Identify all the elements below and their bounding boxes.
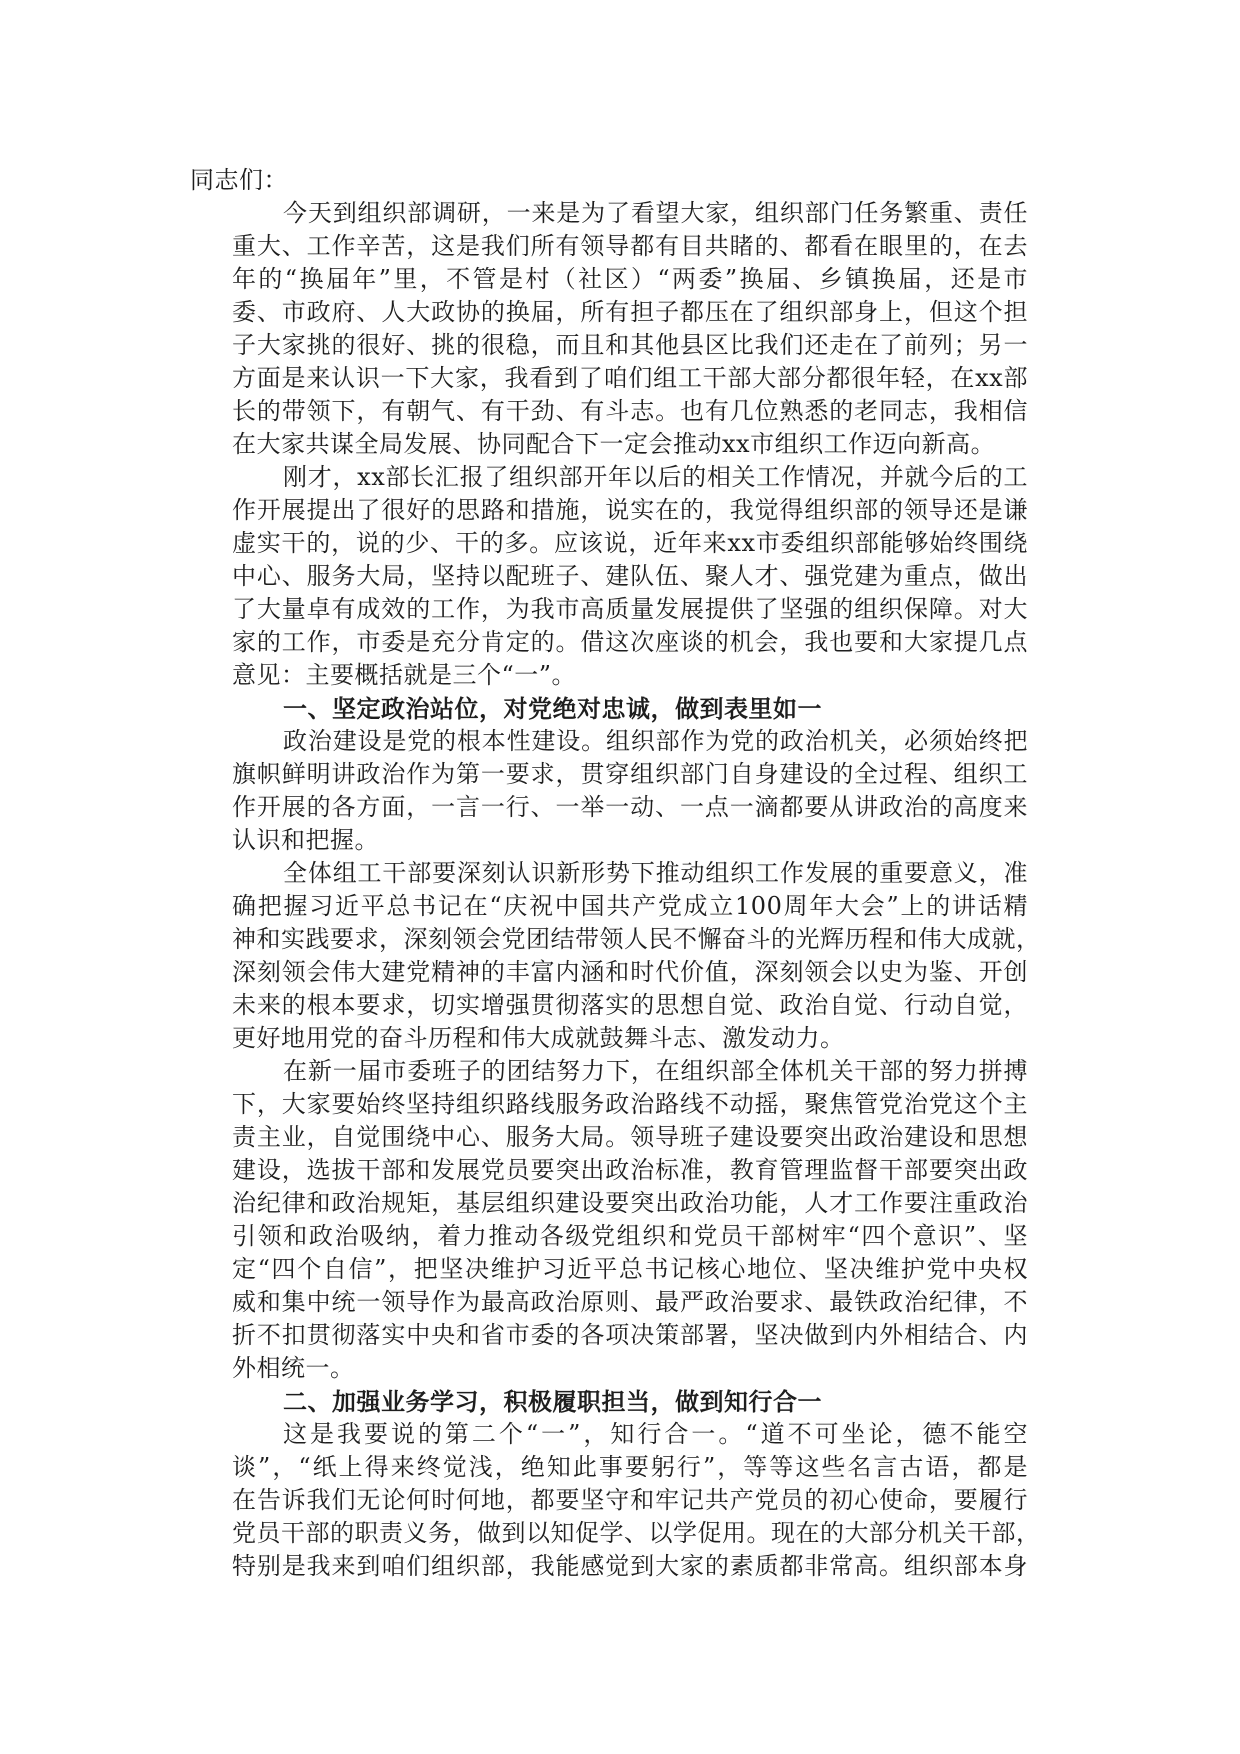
- paragraph-line: 引领和政治吸纳，着力推动各级党组织和党员干部树牢“四个意识”、坚: [232, 1222, 1028, 1250]
- paragraph: [232, 197, 1028, 461]
- paragraph-line: 子大家挑的很好、挑的很稳，而且和其他县区比我们还走在了前列；另一: [232, 331, 1028, 359]
- paragraph-line: 政治建设是党的根本性建设。组织部作为党的政治机关，必须始终把: [283, 727, 1028, 755]
- paragraph: [232, 725, 1028, 857]
- paragraph-line: 全体组工干部要深刻认识新形势下推动组织工作发展的重要意义，准: [283, 859, 1028, 887]
- paragraph-line: 家的工作，市委是充分肯定的。借这次座谈的机会，我也要和大家提几点: [232, 628, 1028, 656]
- paragraph-line: 了大量卓有成效的工作，为我市高质量发展提供了坚强的组织保障。对大: [232, 595, 1028, 623]
- paragraph-line: 认识和把握。: [232, 826, 379, 854]
- paragraph-line: 长的带领下，有朝气、有干劲、有斗志。也有几位熟悉的老同志，我相信: [232, 397, 1028, 425]
- paragraph-line: 深刻领会伟大建党精神的丰富内涵和时代价值，深刻领会以史为鉴、开创: [232, 958, 1028, 986]
- paragraph-line: 作开展的各方面，一言一行、一举一动、一点一滴都要从讲政治的高度来: [232, 793, 1028, 821]
- heading-text: 二、加强业务学习，积极履职担当，做到知行合一: [283, 1387, 822, 1416]
- paragraph-line: 更好地用党的奋斗历程和伟大成就鼓舞斗志、激发动力。: [232, 1024, 845, 1052]
- paragraph-line: 威和集中统一领导作为最高政治原则、最严政治要求、最铁政治纪律，不: [232, 1288, 1028, 1316]
- section-heading: [232, 1385, 1028, 1418]
- paragraph-line: 神和实践要求，深刻领会党团结带领人民不懈奋斗的光辉历程和伟大成就，: [232, 925, 1041, 953]
- paragraph-line: 责主业，自觉围绕中心、服务大局。领导班子建设要突出政治建设和思想: [232, 1123, 1028, 1151]
- paragraph-line: 中心、服务大局，坚持以配班子、建队伍、聚人才、强党建为重点，做出: [232, 562, 1028, 590]
- paragraph-line: 刚才，xx部长汇报了组织部开年以后的相关工作情况，并就今后的工: [283, 463, 1028, 491]
- paragraph-line: 今天到组织部调研，一来是为了看望大家，组织部门任务繁重、责任: [283, 199, 1028, 227]
- paragraph-line: 治纪律和政治规矩，基层组织建设要突出政治功能，人才工作要注重政治: [232, 1189, 1028, 1217]
- paragraph-line: 建设，选拔干部和发展党员要突出政治标准，教育管理监督干部要突出政: [232, 1156, 1028, 1184]
- section-heading: [232, 692, 1028, 725]
- paragraph: [232, 1055, 1028, 1385]
- heading-text: 一、坚定政治站位，对党绝对忠诚，做到表里如一: [283, 694, 822, 723]
- paragraph-line: 特别是我来到咱们组织部，我能感觉到大家的素质都非常高。组织部本身: [232, 1552, 1028, 1580]
- paragraph-line: 定“四个自信”，把坚决维护习近平总书记核心地位、坚决维护党中央权: [232, 1255, 1028, 1283]
- paragraph-line: 委、市政府、人大政协的换届，所有担子都压在了组织部身上，但这个担: [232, 298, 1028, 326]
- paragraph: [232, 1418, 1041, 1583]
- paragraph-line: 谈”，“纸上得来终觉浅，绝知此事要躬行”，等等这些名言古语，都是: [232, 1453, 1028, 1481]
- paragraph: [232, 461, 1028, 692]
- paragraph-line: 这是我要说的第二个“一”，知行合一。“道不可坐论，德不能空: [283, 1420, 1028, 1448]
- paragraph-line: 意见：主要概括就是三个“一”。: [232, 661, 577, 689]
- paragraph-line: 重大、工作辛苦，这是我们所有领导都有目共睹的、都看在眼里的，在去: [232, 232, 1028, 260]
- paragraph-line: 虚实干的，说的少、干的多。应该说，近年来xx市委组织部能够始终围绕: [232, 529, 1028, 557]
- paragraph-line: 在新一届市委班子的团结努力下，在组织部全体机关干部的努力拼搏: [283, 1057, 1028, 1085]
- paragraph-line: 外相统一。: [232, 1354, 355, 1382]
- paragraph-line: 确把握习近平总书记在“庆祝中国共产党成立100周年大会”上的讲话精: [232, 892, 1028, 920]
- greeting: 同志们：: [190, 166, 288, 194]
- paragraph-line: 作开展提出了很好的思路和措施，说实在的，我觉得组织部的领导还是谦: [232, 496, 1028, 524]
- paragraph-line: 折不扣贯彻落实中央和省市委的各项决策部署，坚决做到内外相结合、内: [232, 1321, 1028, 1349]
- document-body: [190, 164, 1041, 1583]
- paragraph-line: 方面是来认识一下大家，我看到了咱们组工干部大部分都很年轻，在xx部: [232, 364, 1028, 392]
- paragraph-line: 在大家共谋全局发展、协同配合下一定会推动xx市组织工作迈向新高。: [232, 430, 996, 458]
- paragraph-line: 年的“换届年”里，不管是村（社区）“两委”换届、乡镇换届，还是市: [232, 265, 1028, 293]
- paragraph: [232, 857, 1041, 1055]
- paragraph-line: 下，大家要始终坚持组织路线服务政治路线不动摇，聚焦管党治党这个主: [232, 1090, 1028, 1118]
- paragraph-line: 未来的根本要求，切实增强贯彻落实的思想自觉、政治自觉、行动自觉，: [232, 991, 1028, 1019]
- paragraph-line: 在告诉我们无论何时何地，都要坚守和牢记共产党员的初心使命，要履行: [232, 1486, 1028, 1514]
- paragraph-line: 党员干部的职责义务，做到以知促学、以学促用。现在的大部分机关干部，: [232, 1519, 1041, 1547]
- paragraph-line: 旗帜鲜明讲政治作为第一要求，贯穿组织部门自身建设的全过程、组织工: [232, 760, 1028, 788]
